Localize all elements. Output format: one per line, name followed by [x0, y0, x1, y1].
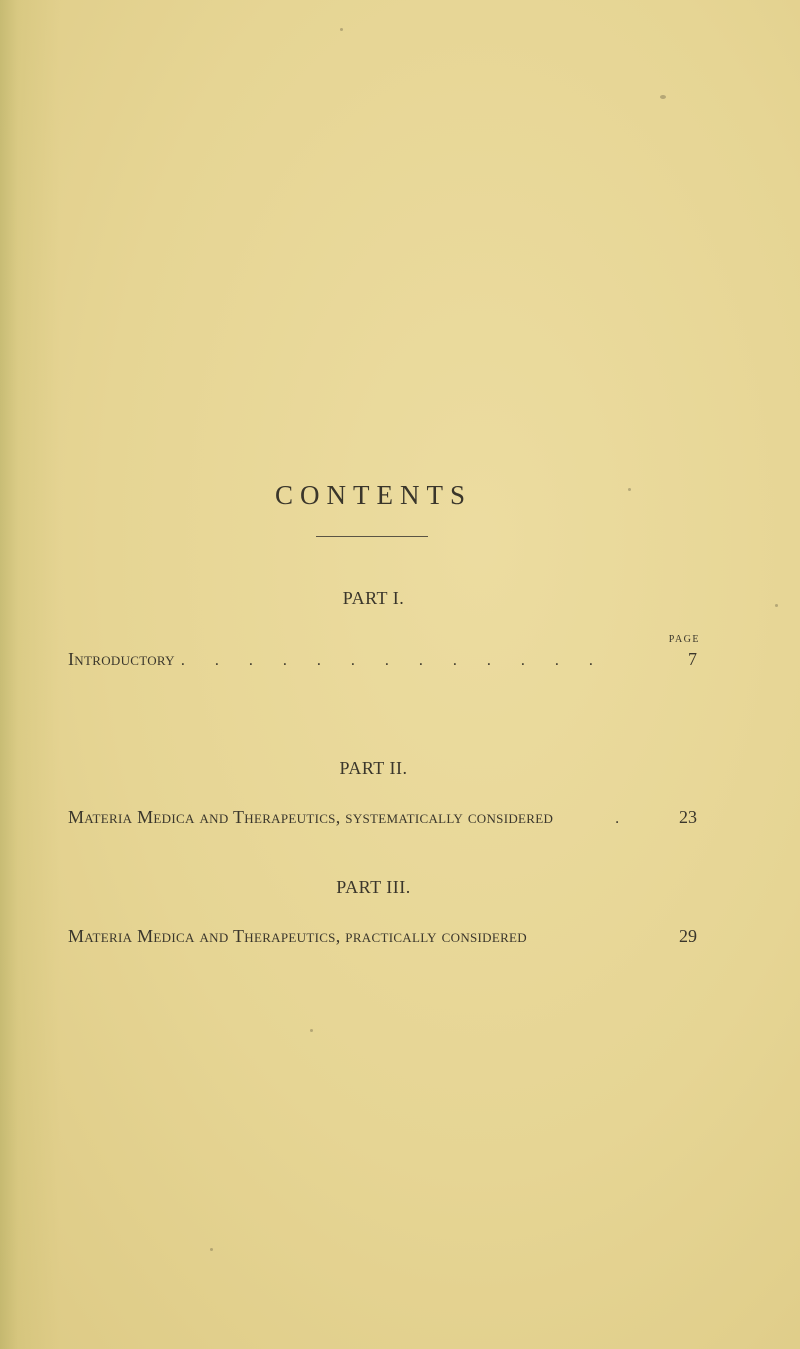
part-1-heading: PART I. [342, 588, 405, 608]
toc-entry-label: Introductory [68, 649, 175, 669]
paper-speck [628, 488, 631, 491]
title-divider [316, 536, 428, 537]
paper-speck [210, 1248, 213, 1251]
paper-speck [660, 95, 666, 99]
part-3-heading: PART III. [336, 877, 411, 897]
toc-page-number: 23 [679, 807, 697, 827]
page-column-label: PAGE [668, 634, 700, 645]
toc-entry-label: Materia Medica and Therapeutics, systematically considered [68, 807, 554, 827]
toc-page-number: 29 [679, 926, 697, 946]
toc-entry-introductory[interactable] [68, 649, 697, 673]
paper-speck [775, 604, 778, 607]
part-2-heading: PART II. [339, 758, 408, 778]
toc-entry-practical[interactable] [68, 926, 697, 950]
contents-title: CONTENTS [275, 480, 472, 510]
toc-page-number: 7 [688, 649, 697, 669]
dot-leader: . . . . . . . . . . . . . [180, 652, 606, 669]
dot-leader: . [615, 810, 620, 827]
toc-entry-systematic[interactable] [68, 807, 697, 831]
paper-speck [340, 28, 343, 31]
toc-entry-label: Materia Medica and Therapeutics, practically considered [68, 926, 527, 946]
paper-speck [310, 1029, 313, 1032]
